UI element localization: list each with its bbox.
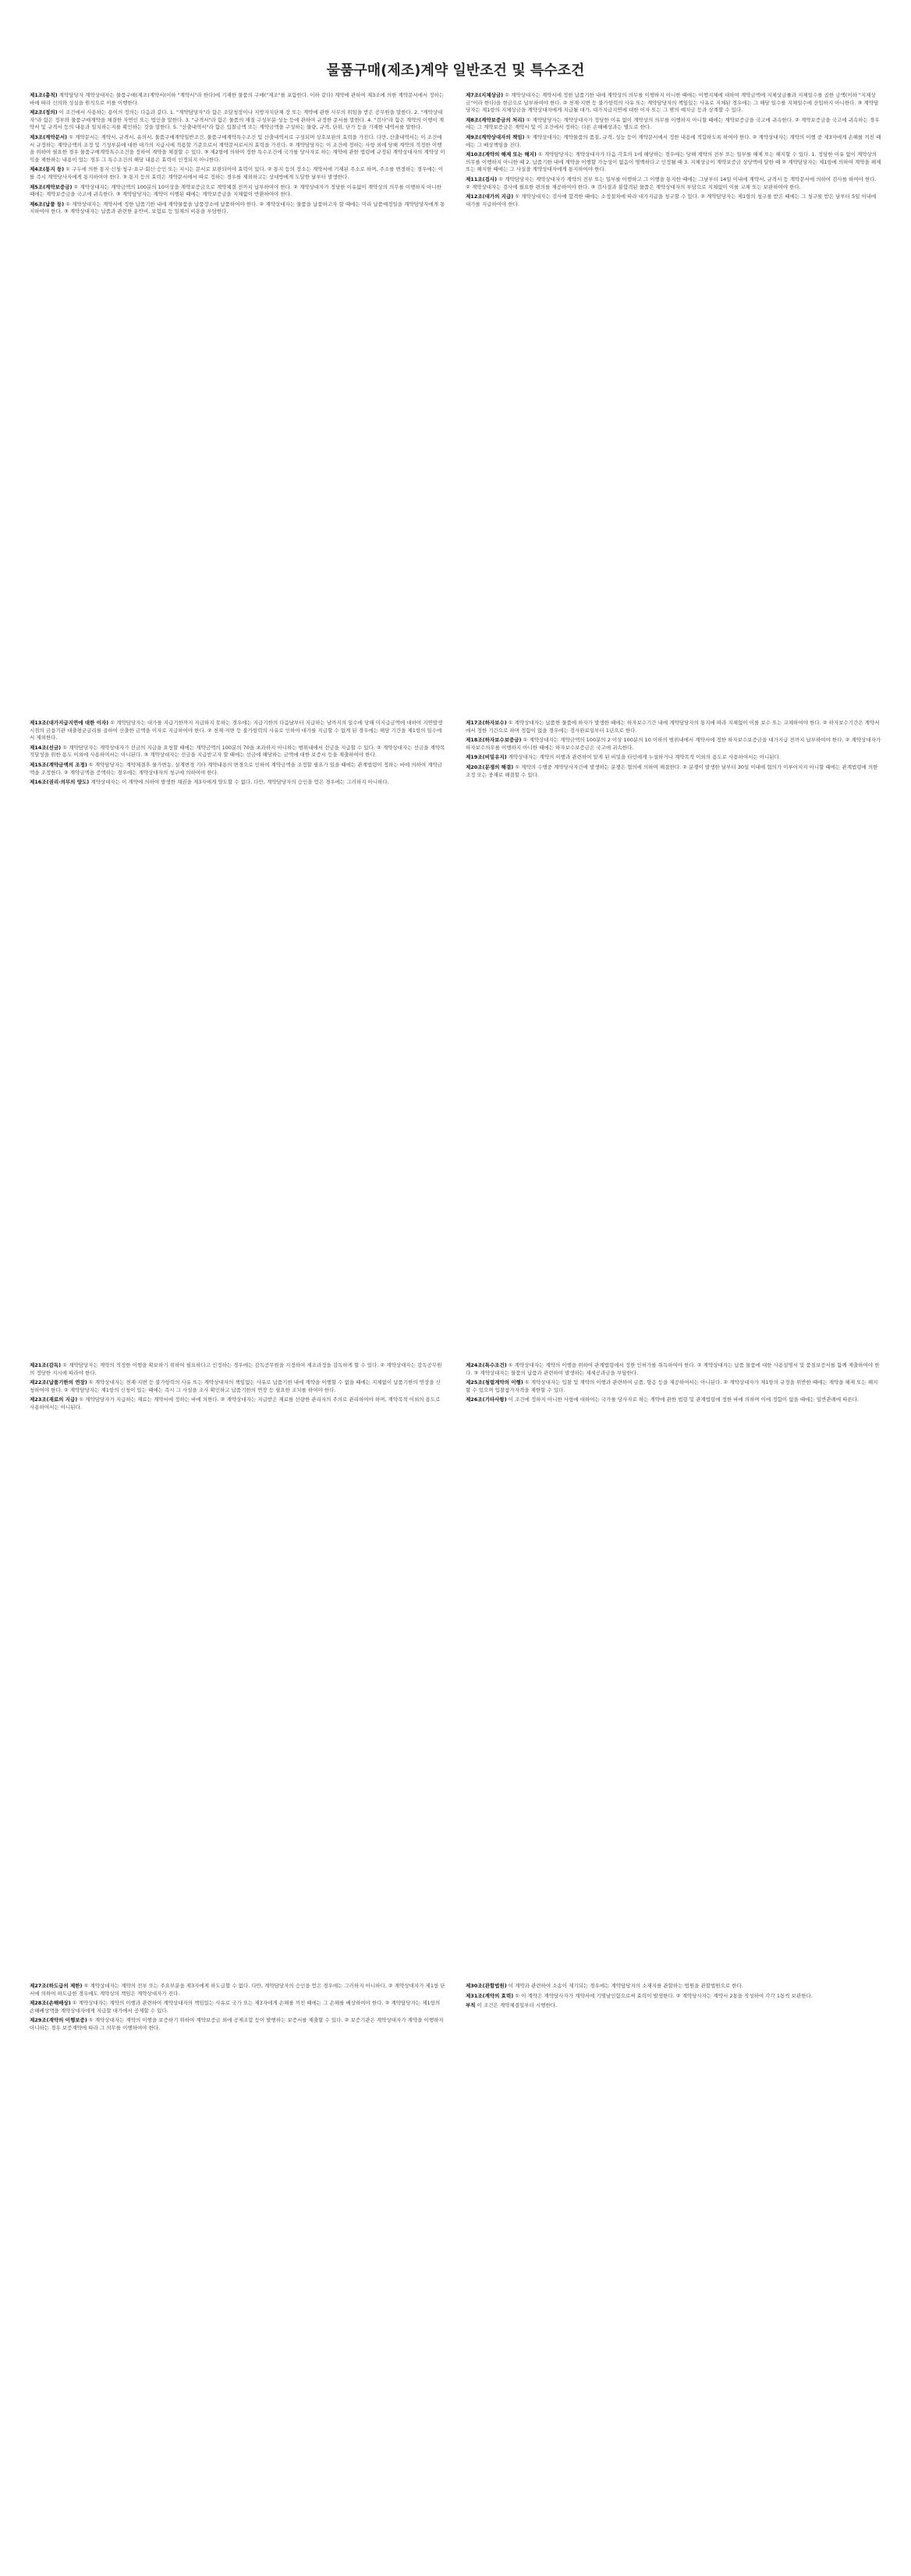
article-body: ① 계약담당자는 계약의 적정한 이행을 확보하기 위하여 필요하다고 인정하는 경우에는 감독공무원을 지정하여 제조과정을 감독하게 할 수 있다. ② 계약상대자는 감독공무원의 정당한 지시에 따라야 한다. [30, 1362, 442, 1376]
article-heading: 제3조(계약문서) [30, 133, 68, 140]
article-body: ① 계약상대자는 계약의 이행을 보증하기 위하여 계약보증금 외에 공제조합 등이 발행하는 보증서를 제출할 수 있다. ② 보증기관은 계약상대자가 계약을 이행하지 아니하는 경우 보증계약에 따라 그 의무를 이행하여야 한다. [30, 2017, 444, 2031]
article [466, 1396, 881, 1404]
article-heading: 제13조(대가지급지연에 대한 이자) [30, 720, 109, 726]
article-text [30, 1396, 445, 1411]
article-text [466, 737, 881, 752]
article [466, 1983, 881, 1990]
article-heading: 제23조(재료의 지급) [30, 1396, 78, 1403]
page-2-left-column [30, 720, 445, 789]
article-text [466, 176, 881, 191]
page-4-left-column [30, 1983, 445, 2035]
article-heading: 제27조(하도급의 제한) [30, 1983, 83, 1989]
article-text [466, 1379, 881, 1394]
article-body: 이 조건에 정하지 아니한 사항에 대하여는 국가를 당사자로 하는 계약에 관한 법령 및 관계법령에 정한 바에 의하며 이에 정함이 없을 때에는 일반관례에 따른다. [508, 1396, 860, 1403]
article-heading: 제25조(청렴계약의 이행) [466, 1379, 523, 1386]
article-text [466, 151, 881, 174]
article-heading: 제18조(하자보수보증금) [466, 737, 522, 744]
article-body: ① 구두에 의한 통지·신청·청구·요구·회신·승인 또는 지시는 문서로 보완되어야 효력이 있다. ② 통지 등의 장소는 계약서에 기재된 주소로 하며, 주소를 변경하는 경우에는 이를 즉시 계약당사자에게 통지하여야 한다. ③ 통지 등의 효력은 계약문서에서 따로 정하는 경우를 제외하고는 상대방에게 도달한 날부터 발생한다. [30, 166, 444, 180]
article-heading: 제22조(납품기한의 연장) [30, 1379, 87, 1386]
article-heading: 제10조(계약의 해제 또는 해지) [466, 151, 537, 158]
article [466, 92, 881, 115]
article-text [30, 2000, 445, 2015]
article-text [30, 1379, 445, 1394]
article-heading: 제7조(지체상금) [466, 92, 504, 98]
article-heading: 제1조(총칙) [30, 92, 58, 98]
article-body: ① 계약상대자는 납품한 물품에 하자가 발생한 때에는 하자보수기간 내에 계약담당자의 통지에 따라 지체없이 이를 보수 또는 교체하여야 한다. ② 하자보수기간은 계약서에서 정한 기간으로 하며 정함이 없을 경우에는 검사완료일부터 1년으로 한다. [466, 720, 880, 734]
article-body: ① 계약담당자는 계약상대자가 선금의 지급을 요청할 때에는 계약금액의 100분의 70을 초과하지 아니하는 범위내에서 선금을 지급할 수 있다. ② 계약상대자는 선금을 계약목적달성을 위한 용도 이외에 사용하여서는 아니된다. ③ 계약상대자는 선금을 지급받고자 할 때에는 선금에 해당하는 금액에 대한 보증서 등을 제출하여야 한다. [30, 744, 445, 759]
article-heading: 제19조(비밀유지) [466, 754, 507, 761]
article [30, 762, 445, 777]
article-heading: 제5조(계약보증금) [30, 183, 73, 190]
page-1 [30, 92, 881, 218]
article-body: 이 조건은 계약체결일부터 시행한다. [477, 2002, 558, 2009]
article-text [466, 193, 881, 208]
article-body: 이 계약과 관련하여 소송이 제기되는 경우에는 계약담당자의 소재지를 관할하는 법원을 관할법원으로 한다. [508, 1983, 743, 1989]
article-heading: 제12조(대가의 지급) [466, 193, 514, 200]
article [466, 151, 881, 174]
article-body: ① 계약담당자는 대가를 지급기한까지 지급하지 못하는 경우에는 지급기한의 다음날부터 지급하는 날까지의 일수에 당해 미지급금액에 대하여 지연발생 시점의 금융기관 대출평균금리를 곱하여 산출한 금액을 이자로 지급하여야 한다. ② 천재·지변 등 불가항력의 사유로 인하여 대가를 지급할 수 없게 된 경우에는 해당 기간을 제1항의 일수에서 제외한다. [30, 720, 443, 741]
article-heading: 제14조(선금) [30, 744, 62, 751]
article-body: ① 계약상대자는 계약서에 정한 납품기한 내에 계약상의 의무를 이행하지 아니한 때에는 이행지체에 대하여 계약금액에 지체상금률과 지체일수를 곱한 금액(이하 "지체상금"이라 한다)을 현금으로 납부하여야 한다. ② 천재·지변 등 불가항력의 사유 또는 계약담당자의 책임있는 사유로 지체된 경우에는 그 해당 일수를 지체일수에 산입하지 아니한다. ③ 계약담당자는 제1항의 지체상금을 계약상대자에게 지급될 대가, 대가지급지연에 대한 이자 또는 그 밖의 예치금 등과 상계할 수 있다. [466, 92, 879, 114]
article-text [466, 764, 881, 779]
article [30, 779, 445, 787]
article-text [466, 754, 881, 762]
article-body: ① 계약담당자는 계약상대자가 계약의 전부 또는 일부를 이행하고 그 이행을 통지한 때에는 그날부터 14일 이내에 계약서, 규격서 등 계약문서에 의하여 검사를 하여야 한다. ② 계약상대자는 검사에 필요한 편의를 제공하여야 한다. ③ 검사결과 불합격된 물품은 계약상대자의 부담으로 지체없이 이를 교체 또는 보완하여야 한다. [466, 175, 877, 190]
page-4-right-column [466, 1983, 881, 2035]
article-text [30, 109, 445, 132]
article-body: ① 계약상대자는 검사에 합격한 때에는 소정절차에 따라 대가지급을 청구할 수 있다. ② 계약담당자는 제1항의 청구를 받은 때에는 그 청구를 받은 날부터 5일 이내에 대가를 지급하여야 한다. [466, 193, 877, 207]
article [30, 109, 445, 132]
article-heading: 제24조(특수조건) [466, 1362, 507, 1368]
article-body: ① 계약담당자는 계약상대자가 정당한 이유 없이 계약상의 의무를 이행하지 아니할 때에는 계약보증금을 국고에 귀속한다. ② 계약보증금을 국고에 귀속하는 경우에는 그 계약보증금은 계약서 및 이 조건에서 정하는 다른 손해배상과는 별도로 한다. [466, 116, 880, 131]
article [30, 1362, 445, 1377]
article-text [30, 201, 445, 216]
article-heading: 제15조(계약금액의 조정) [30, 761, 87, 768]
article-text [466, 1396, 881, 1404]
article-text [466, 1983, 881, 1990]
article-body: ① 계약상대자는 계약의 이행과 관련하여 계약상대자의 책임있는 사유로 국가 또는 제3자에게 손해를 끼친 때에는 그 손해를 배상하여야 한다. ② 계약담당자는 제1항의 손해배상액을 계약상대자에게 지급할 대가에서 공제할 수 있다. [30, 2000, 441, 2014]
article-body: ① 계약상대자는 계약의 이행을 위하여 관계법령에서 정한 인허가를 취득하여야 한다. ② 계약상대자는 납품 물품에 대한 사용설명서 및 품질보증서를 함께 제출하여야 한다. ③ 계약상대자는 물품의 납품과 관련하여 발생하는 제세공과금을 부담한다. [466, 1362, 880, 1376]
article-text [30, 2017, 445, 2032]
page-1-right-column [466, 92, 881, 218]
article-heading: 제4조(통지 등) [30, 166, 65, 173]
page-4 [30, 1983, 881, 2035]
article-heading: 제11조(검사) [466, 175, 498, 182]
article-text [30, 720, 445, 742]
article [30, 2017, 445, 2032]
article-heading: 부칙 [466, 2002, 476, 2009]
article-body: ① 계약담당자는 계약상대자가 다음 각호의 1에 해당하는 경우에는 당해 계약의 전부 또는 일부를 해제 또는 해지할 수 있다. 1. 정당한 이유 없이 계약상의 의무를 이행하지 아니한 때 2. 납품기한 내에 계약을 이행할 가능성이 없음이 명백하다고 인정될 때 3. 지체상금이 계약보증금 상당액에 달한 때 ② 계약담당자는 제1항에 의하여 계약을 해제 또는 해지한 때에는 그 사실을 계약상대자에게 통지하여야 한다. [466, 151, 881, 173]
article-body: 계약상대자는 계약의 이행과 관련하여 알게 된 비밀을 타인에게 누설하거나 계약목적 이외의 용도로 사용하여서는 아니된다. [508, 754, 781, 761]
article-heading: 제16조(권리·의무의 양도) [30, 779, 90, 786]
article-body: 계약상대자는 이 계약에 의하여 발생한 채권을 제3자에게 양도할 수 없다. 다만, 계약담당자의 승인을 얻은 경우에는 그러하지 아니하다. [90, 779, 389, 786]
article-body: ① 계약상대자는 계약물품의 품질, 규격, 성능 등이 계약문서에서 정한 내용에 적합하도록 하여야 한다. ② 계약상대자는 계약의 이행 중 제3자에게 손해를 끼친 때에는 그 배상책임을 진다. [466, 133, 881, 148]
article-body: ① 이 계약은 계약당사자가 계약서에 기명날인함으로써 효력이 발생한다. ② 계약당사자는 계약서 2통을 작성하여 각각 1통씩 보관한다. [515, 1992, 813, 1999]
article [466, 117, 881, 132]
article-body: ① 계약상대자는 계약금액의 100분의 2 이상 100분의 10 이하의 범위내에서 계약서에 정한 하자보수보증금을 대가지급 전까지 납부하여야 한다. ② 계약상대자가 하자보수의무를 이행하지 아니한 때에는 하자보수보증금은 국고에 귀속한다. [466, 737, 881, 751]
article [30, 1983, 445, 1997]
article-text [30, 762, 445, 777]
article-heading: 제30조(관할법원) [466, 1983, 507, 1989]
page-2-right-column [466, 720, 881, 789]
article [466, 176, 881, 191]
article-body: ① 계약담당자는 계약체결후 물가변동, 설계변경 기타 계약내용의 변경으로 인하여 계약금액을 조정할 필요가 있을 때에는 관계법령이 정하는 바에 의하여 계약금액을 조정한다. ② 계약금액을 증액하는 경우에는 계약상대자의 청구에 의하여야 한다. [30, 761, 443, 776]
article [30, 1379, 445, 1394]
article-text [466, 1362, 881, 1377]
article [30, 166, 445, 181]
document-title: 물품구매(제조)계약 일반조건 및 특수조건 [326, 62, 585, 79]
article [466, 193, 881, 208]
article-heading: 제9조(계약상대자의 책임) [466, 133, 525, 140]
article [30, 2000, 445, 2015]
article-body: ① 계약의 수행중 계약당사자간에 발생하는 분쟁은 협의에 의하여 해결한다. ② 분쟁이 발생한 날부터 30일 이내에 협의가 이루어지지 아니할 때에는 관계법령에 의한 조정 또는 중재로 해결할 수 있다. [466, 763, 878, 778]
article-body: ① 계약상대자는 계약의 전부 또는 주요부분을 제3자에게 하도급할 수 없다. 다만, 계약담당자의 승인을 얻은 경우에는 그러하지 아니하다. ② 계약상대자가 제1항 단서에 의하여 하도급한 경우에도 계약상의 책임은 계약상대자가 진다. [30, 1983, 445, 1997]
article-heading: 제8조(계약보증금의 처리) [466, 116, 525, 123]
page-3-left-column [30, 1362, 445, 1414]
article-body: 계약담당자 계약상대자는 물품구매(제조)계약서(이하 "계약서"라 한다)에 기재한 물품의 구매("제조"를 포함한다. 이하 같다) 계약에 관하여 제3조에 의한 계약문서에서 정하는 바에 따라 신의와 성실을 원칙으로 이를 이행한다. [30, 92, 445, 106]
article [466, 134, 881, 149]
article-text [30, 184, 445, 199]
article [466, 1379, 881, 1394]
article-text [30, 745, 445, 759]
article-text [466, 2002, 881, 2010]
article-text [30, 166, 445, 181]
article [466, 1362, 881, 1377]
article-text [30, 1983, 445, 1997]
page-1-left-column [30, 92, 445, 218]
article-text [30, 779, 445, 787]
article-text [466, 117, 881, 132]
article-heading: 제2조(정의) [30, 109, 58, 116]
article-heading: 제31조(계약의 효력) [466, 1992, 514, 1999]
article-text [466, 720, 881, 734]
article-text [466, 1993, 881, 2001]
article-body: ① 계약상대자는 계약금액의 100분의 10이상을 계약보증금으로 계약체결 전까지 납부하여야 한다. ② 계약상대자가 정당한 이유없이 계약상의 의무를 이행하지 아니한 때에는 계약보증금을 국고에 귀속한다. ③ 계약담당자는 계약이 이행된 때에는 계약보증금을 지체없이 반환하여야 한다. [30, 183, 441, 198]
article [466, 754, 881, 762]
article [466, 2002, 881, 2010]
article-heading: 제28조(손해배상) [30, 2000, 71, 2007]
page-2 [30, 720, 881, 789]
page-3-right-column [466, 1362, 881, 1414]
article [30, 1396, 445, 1411]
article [30, 184, 445, 199]
article-text [466, 92, 881, 115]
article [466, 720, 881, 734]
article-text [30, 92, 445, 107]
article-heading: 제20조(분쟁의 해결) [466, 763, 514, 770]
article-heading: 제29조(계약의 이행보증) [30, 2017, 87, 2024]
article [466, 737, 881, 752]
article-body: ① 계약상대자는 계약서에 정한 납품기한 내에 계약물품을 납품장소에 납품하여야 한다. ② 계약상대자는 물품을 납품하고자 할 때에는 미리 납품예정일을 계약담당자에게 통지하여야 한다. ③ 계약상대자는 납품과 관련한 운반비, 보험료 등 일체의 비용을 부담한다. [30, 200, 445, 215]
article-text [30, 134, 445, 164]
article [30, 745, 445, 759]
article-heading: 제17조(하자보수) [466, 720, 507, 726]
article-heading: 제26조(기타사항) [466, 1396, 507, 1403]
article [466, 1993, 881, 2001]
article [30, 201, 445, 216]
article-body: 이 조건에서 사용하는 용어의 정의는 다음과 같다. 1. "계약담당자"라 함은 조달청장이나 지방자치단체 장 또는 계약에 관한 사무의 위임을 받은 공무원을 말한다. 2. "계약상대자"라 함은 정부와 물품구매계약을 체결한 자연인 또는 법인을 말한다. 3. "규격서"라 함은 물품의 재질·구성부분·성능 등에 관하여 규정한 문서를 말한다. 4. "검사"라 함은 계약의 이행이 계약서 및 규격서 등의 내용과 일치하는지를 확인하는 것을 말한다. 5. "산출내역서"라 함은 입찰금액 또는 계약금액을 구성하는 물량, 규격, 단위, 단가 등을 기재한 내역서를 말한다. [30, 109, 445, 131]
article [466, 764, 881, 779]
article-heading: 제21조(감독) [30, 1362, 62, 1368]
page-3 [30, 1362, 881, 1414]
article [30, 134, 445, 164]
article-body: ① 계약상대자는 입찰 및 계약의 이행과 관련하여 금품, 향응 등을 제공하여서는 아니된다. ② 계약상대자가 제1항의 규정을 위반한 때에는 계약을 해제 또는 해지할 수 있으며 입찰참가자격을 제한할 수 있다. [466, 1379, 878, 1393]
article-text [30, 1362, 445, 1377]
article [30, 92, 445, 107]
article [30, 720, 445, 742]
article-text [466, 134, 881, 149]
article-body: ① 계약문서는 계약서, 규격서, 유의서, 물품구매계약일반조건, 물품구매계약특수조건 및 산출내역서로 구성되며 상호보완의 효력을 가진다. 다만, 산출내역서는 이 조건에서 규정하는 계약금액의 조정 및 기성부분에 대한 대가의 지급시에 적용할 기준으로서 계약문서로서의 효력을 가진다. ② 계약담당자는 이 조건에 정하는 사항 외에 당해 계약의 적정한 이행을 위하여 필요한 경우 물품구매계약특수조건을 정하여 계약을 체결할 수 있다. ③ 제2항에 의하여 정한 특수조건에 국가를 당사자로 하는 계약에 관한 법령에 규정된 계약상대자의 계약상 이익을 제한하는 내용이 있는 경우 그 특수조건의 해당 내용은 효력이 인정되지 아니한다. [30, 133, 445, 163]
article-body: ① 계약담당자가 지급하는 재료는 계약서에 정하는 바에 의한다. ② 계약상대자는 지급받은 재료를 선량한 관리자의 주의로 관리하여야 하며, 계약목적 이외의 용도로 사용하여서는 아니된다. [30, 1396, 441, 1410]
article-heading: 제6조(납품 등) [30, 200, 65, 207]
article-body: ① 계약상대자는 천재·지변 등 불가항력의 사유 또는 계약상대자의 책임없는 사유로 납품기한 내에 계약을 이행할 수 없을 때에는 지체없이 납품기한의 연장을 신청하여야 한다. ② 계약담당자는 제1항의 신청이 있는 때에는 즉시 그 사실을 조사 확인하고 납품기한의 연장 등 필요한 조치를 하여야 한다. [30, 1379, 441, 1393]
